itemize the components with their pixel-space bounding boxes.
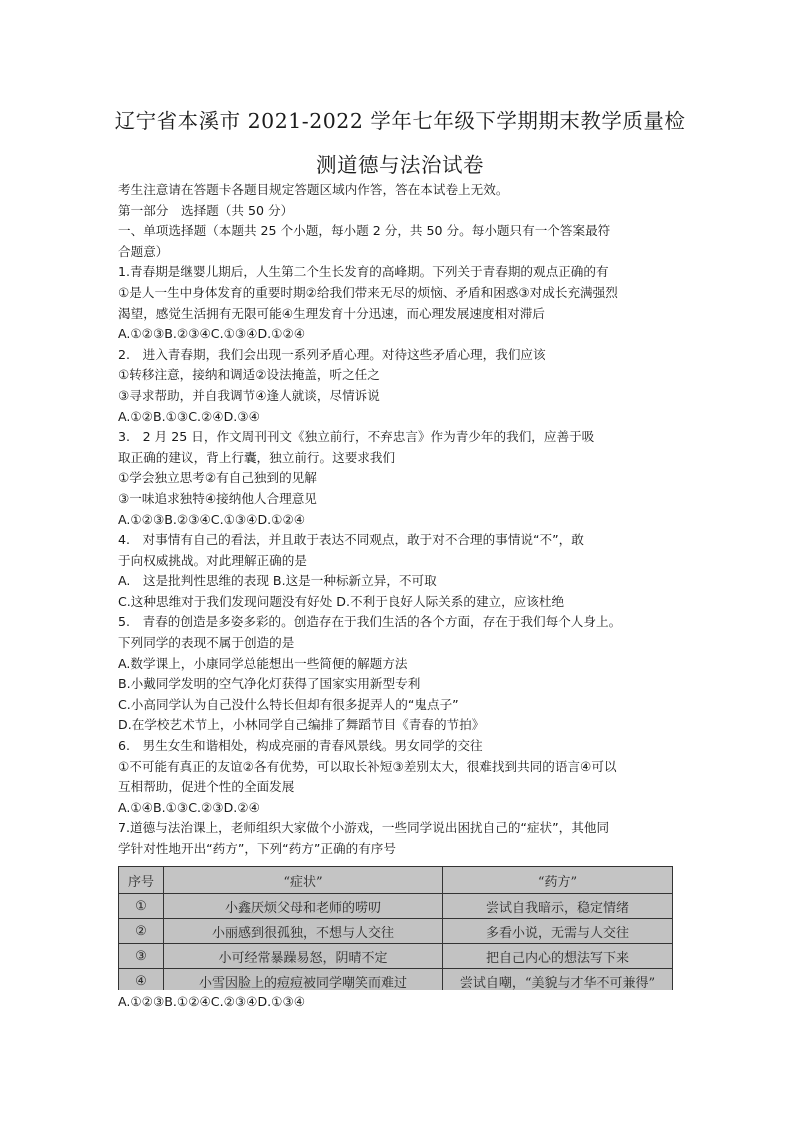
question-6-items: 互相帮助，促进个性的全面发展 [118,779,295,795]
question-3-items: ③一味追求独特④接纳他人合理意见 [118,490,317,506]
table-cell: 尝试自嘲，“美貌与才华不可兼得” [443,969,673,991]
symptom-remedy-table [118,866,673,990]
table-cell: ④ [119,969,164,991]
table-cell: ① [119,894,164,919]
question-2-items: ③寻求帮助，并自我调节④逢人就谈，尽情诉说 [118,387,380,403]
table-cell: 小雪因脸上的痘痘被同学嘲笑而难过 [164,969,443,991]
table-cell: ② [119,919,164,944]
question-5-option-d: D.在学校艺术节上，小林同学自己编排了舞蹈节目《青春的节拍》 [118,717,485,733]
question-7-stem: 学针对性地开出“药方”，下列“药方”正确的有序号 [118,841,396,856]
question-4-options: A. 这是批判性思维的表现 B.这是一种标新立异，不可取 [118,573,437,589]
question-5-stem: 5. 青春的创造是多姿多彩的。创造存在于我们生活的各个方面，存在于我们每个人身上。 [118,614,622,630]
table-cell: 小鑫厌烦父母和老师的唠叨 [164,894,443,919]
question-6-items: ①不可能有真正的友谊②各有优势，可以取长补短③差别太大，很难找到共同的语言④可以 [118,758,617,774]
question-5-stem: 下列同学的表现不属于创造的是 [118,635,295,651]
question-3-stem: 3. 2 月 25 日，作文周刊刊文《独立前行，不弃忠言》作为青少年的我们，应善于吸 [118,429,595,445]
exam-title-line-1: 辽宁省本溪市 2021-2022 学年七年级下学期期末教学质量检 [114,109,686,133]
question-1-options: A.①②③B.②③④C.①③④D.①②④ [118,326,306,342]
question-2-stem: 2. 进入青春期，我们会出现一系列矛盾心理。对待这些矛盾心理，我们应该 [118,346,546,362]
question-3-stem: 取正确的建议，背上行囊，独立前行。这要求我们 [118,449,396,465]
question-6-options: A.①④B.①③C.②③D.②④ [118,799,260,815]
table-cell: 多看小说，无需与人交往 [443,919,673,944]
symptom-remedy-table-photo [118,866,673,990]
question-5-option-c: C.小高同学认为自己没什么特长但却有很多捉弄人的“鬼点子” [118,696,459,712]
question-3-items: ①学会独立思考②有自己独到的见解 [118,470,317,486]
question-1-stem: 1.青春期是继婴儿期后，人生第二个生长发育的高峰期。下列关于青春期的观点正确的有 [118,264,609,280]
question-1-items: 渴望，感觉生活拥有无限可能④生理发育十分迅速，而心理发展速度相对滞后 [118,305,545,321]
exam-body [118,180,678,860]
instructions-line: 一、单项选择题（本题共 25 个小题，每小题 2 分，共 50 分。每小题只有一个答案最符 [118,223,611,239]
exam-title-line-2: 测道德与法治试卷 [316,153,484,177]
table-row [119,919,673,944]
section-heading: 第一部分 选择题（共 50 分） [118,202,294,218]
table-row [119,894,673,919]
question-7-options: A.①②③B.①②④C.②③④D.①③④ [118,994,306,1009]
table-row [119,944,673,969]
table-header: “药方” [443,867,673,894]
notice-line: 考生注意请在答题卡各题目规定答题区域内作答，答在本试卷上无效。 [118,182,509,197]
table-cell: ③ [119,944,164,969]
question-5-option-a: A.数学课上，小康同学总能想出一些简便的解题方法 [118,655,408,671]
question-4-options: C.这种思维对于我们发现问题没有好处 D.不利于良好人际关系的建立，应该杜绝 [118,593,565,609]
question-2-items: ①转移注意，接纳和调适②设法掩盖，听之任之 [118,367,380,383]
table-header-row [119,867,673,894]
question-4-stem: 4. 对事情有自己的看法，并且敢于表达不同观点，敢于对不合理的事情说“不”，敢 [118,532,584,548]
instructions-line: 合题意） [118,243,169,259]
table-cell: 把自己内心的想法写下来 [443,944,673,969]
table-cell: 小可经常暴躁易怒，阴晴不定 [164,944,443,969]
question-7-stem: 7.道德与法治课上，老师组织大家做个小游戏，一些同学说出困扰自己的“症状”，其他同 [118,820,610,836]
question-2-options: A.①②B.①③C.②④D.③④ [118,408,260,424]
table-header: “症状” [164,867,443,894]
question-6-stem: 6. 男生女生和谐相处，构成亮丽的青春风景线。男女同学的交往 [118,738,483,754]
question-1-items: ①是人一生中身体发育的重要时期②给我们带来无尽的烦恼、矛盾和困惑③对成长充满强烈 [118,284,618,300]
table-cell: 小丽感到很孤独，不想与人交往 [164,919,443,944]
question-5-option-b: B.小戴同学发明的空气净化灯获得了国家实用新型专利 [118,676,421,692]
question-3-options: A.①②③B.②③④C.①③④D.①②④ [118,511,306,527]
table-cell: 尝试自我暗示，稳定情绪 [443,894,673,919]
question-4-stem: 于向权威挑战。对此理解正确的是 [118,552,307,568]
table-row [119,969,673,991]
table-header: 序号 [119,867,164,894]
